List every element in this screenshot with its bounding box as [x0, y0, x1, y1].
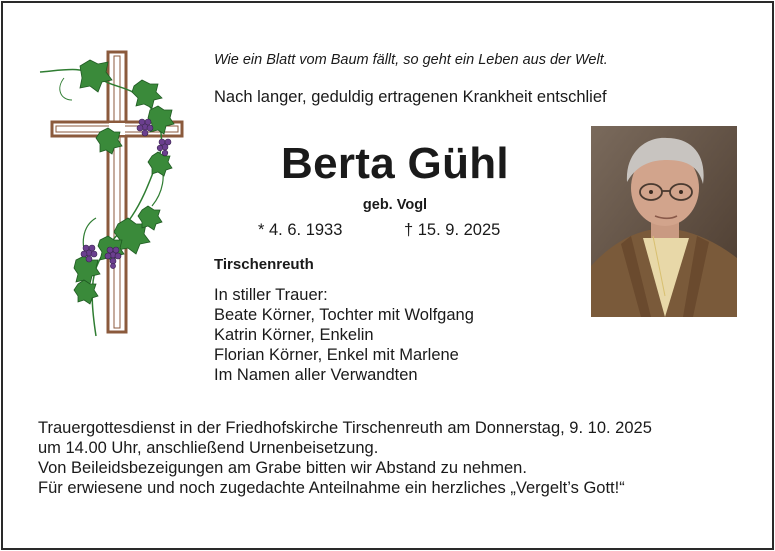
mourner-line: Florian Körner, Enkel mit Marlene [214, 346, 459, 364]
deceased-name: Berta Gühl [281, 139, 509, 188]
hometown: Tirschenreuth [214, 256, 314, 273]
footer-line: Von Beileidsbezeigungen am Grabe bitten wir Abstand zu nehmen. [38, 459, 527, 477]
portrait-photo [591, 126, 737, 317]
service-information [38, 418, 750, 498]
mourners-heading: In stiller Trauer: [214, 286, 328, 304]
cross-with-grapevine-icon [34, 48, 190, 344]
footer-line: Für erwiesene und noch zugedachte Anteilnahme ein herzliches „Vergelt’s Gott!“ [38, 479, 625, 497]
mourner-line: Beate Körner, Tochter mit Wolfgang [214, 306, 474, 324]
footer-line: Trauergottesdienst in der Friedhofskirche Tirschenreuth am Donnerstag, 9. 10. 2025 [38, 419, 652, 437]
motto-quote: Wie ein Blatt vom Baum fällt, so geht ein Leben aus der Welt. [214, 52, 608, 68]
mourners-list [214, 285, 574, 385]
intro-text: Nach langer, geduldig ertragenen Krankheit entschlief [214, 88, 607, 106]
birth-name: geb. Vogl [362, 197, 428, 213]
mourner-line: Im Namen aller Verwandten [214, 366, 418, 384]
birth-date: * 4. 6. 1933 [258, 221, 343, 239]
footer-line: um 14.00 Uhr, anschließend Urnenbeisetzung. [38, 439, 379, 457]
mourner-line: Katrin Körner, Enkelin [214, 326, 374, 344]
death-date: † 15. 9. 2025 [404, 221, 501, 239]
